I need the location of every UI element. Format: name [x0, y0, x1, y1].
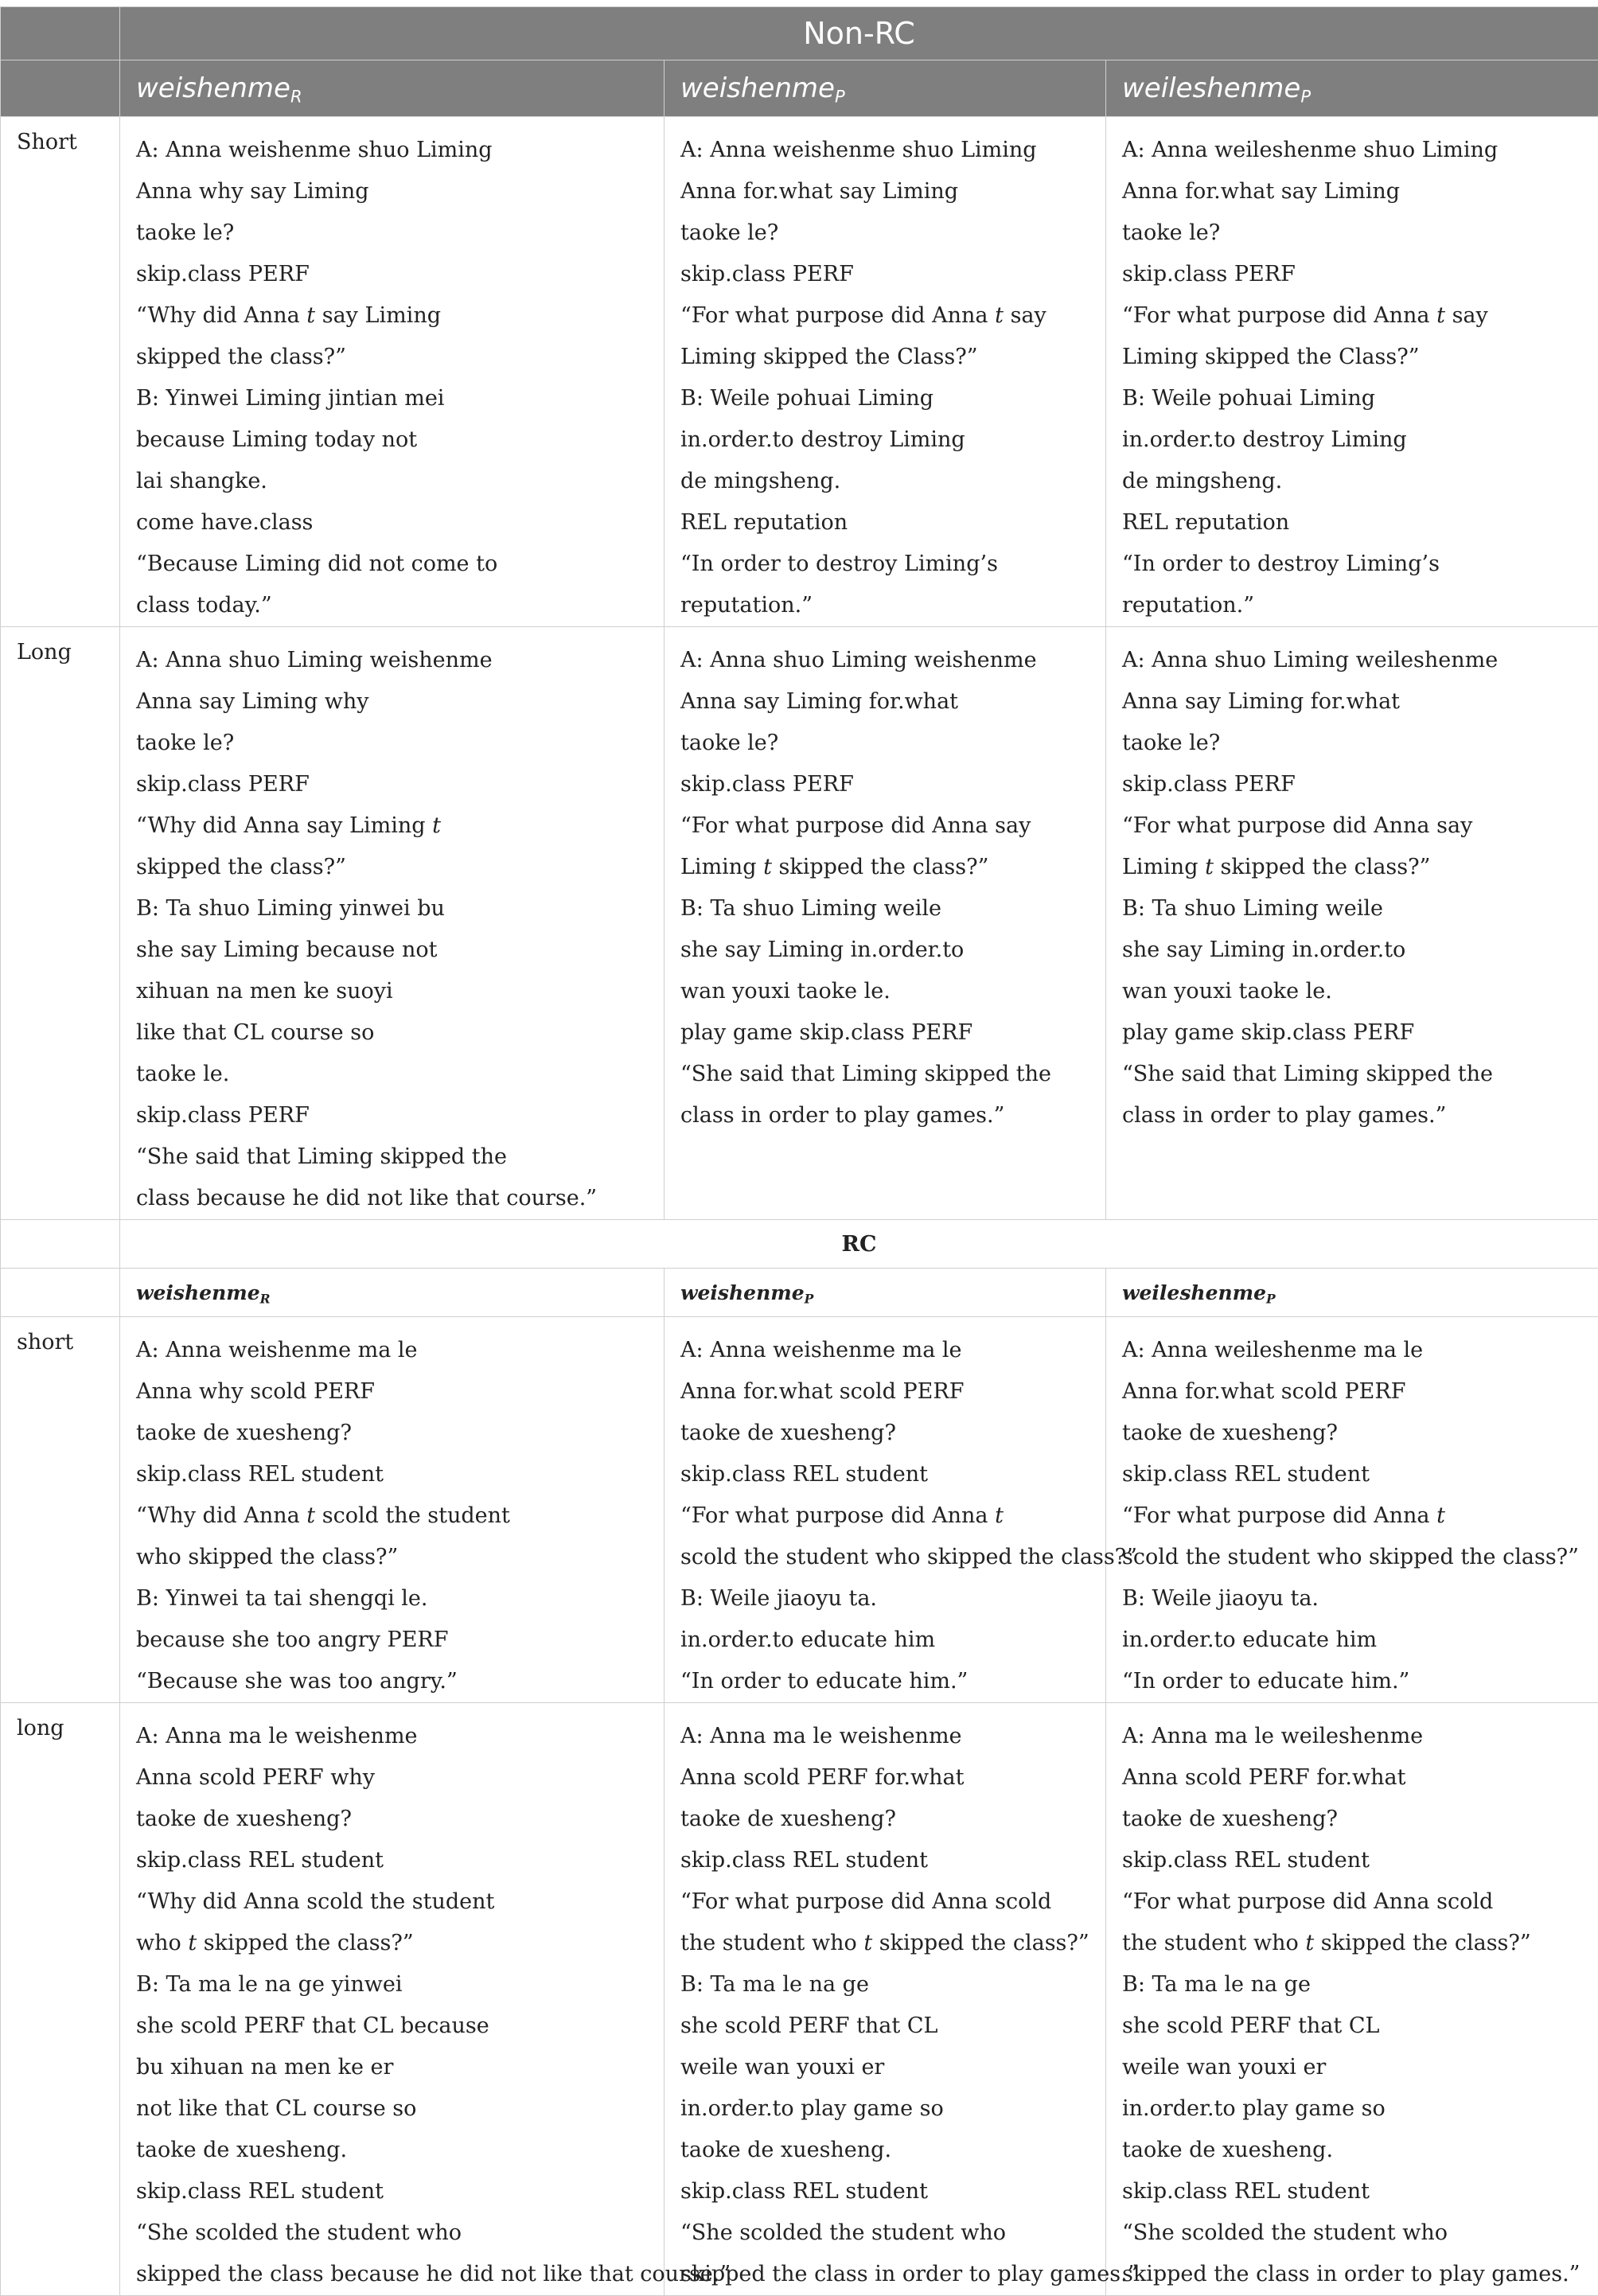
rc-title: RC	[120, 1220, 1598, 1269]
gloss-cell	[665, 1317, 1106, 1703]
gloss-line: B: Ta shuo Liming weile	[680, 888, 1089, 930]
trace-mark: t	[1436, 1503, 1445, 1528]
gloss-line: Liming t skipped the class?”	[1122, 847, 1582, 888]
gloss-line: “She said that Liming skipped the	[680, 1054, 1089, 1095]
gloss-line: skip.class REL student	[680, 2171, 1089, 2212]
gloss-line: “Why did Anna t scold the student	[136, 1495, 648, 1537]
gloss-line: “For what purpose did Anna t say	[1122, 295, 1582, 337]
gloss-line: “In order to destroy Liming’s	[1122, 544, 1582, 585]
column-header-sub: P	[835, 86, 845, 106]
gloss-line: because Liming today not	[136, 419, 648, 461]
trace-mark: t	[1305, 1931, 1314, 1955]
rc-section-header	[1, 1220, 1598, 1317]
gloss-line: because she too angry PERF	[136, 1620, 648, 1661]
gloss-line: B: Yinwei Liming jintian mei	[136, 378, 648, 419]
column-header-weileshenme-p	[1106, 60, 1598, 117]
gloss-line: in.order.to educate him	[1122, 1620, 1582, 1661]
rc-body	[1, 1317, 1598, 2296]
gloss-line: B: Ta ma le na ge	[680, 1964, 1089, 2006]
trace-mark: t	[995, 1503, 1004, 1528]
gloss-line: B: Ta shuo Liming yinwei bu	[136, 888, 648, 930]
gloss-table	[0, 6, 1598, 2296]
gloss-line: play game skip.class PERF	[1122, 1012, 1582, 1054]
gloss-line: REL reputation	[680, 502, 1089, 544]
gloss-line: skip.class PERF	[136, 254, 648, 295]
gloss-line: Anna scold PERF for.what	[1122, 1757, 1582, 1799]
gloss-line: skip.class REL student	[1122, 1454, 1582, 1495]
gloss-line: reputation.”	[1122, 585, 1582, 626]
trace-mark: t	[995, 303, 1004, 328]
row-label: Short	[1, 117, 120, 627]
gloss-line: B: Ta ma le na ge	[1122, 1964, 1582, 2006]
gloss-line: taoke de xuesheng.	[136, 2130, 648, 2171]
gloss-line: taoke de xuesheng?	[680, 1413, 1089, 1454]
gloss-line: class because he did not like that course.”	[136, 1178, 648, 1219]
gloss-line: taoke de xuesheng?	[136, 1413, 648, 1454]
gloss-line: de mingsheng.	[680, 461, 1089, 502]
gloss-line: A: Anna weileshenme shuo Liming	[1122, 130, 1582, 171]
gloss-line: reputation.”	[680, 585, 1089, 626]
non-rc-title-row	[1, 7, 1598, 60]
gloss-line: de mingsheng.	[1122, 461, 1582, 502]
gloss-cell	[120, 117, 665, 627]
gloss-line: the student who t skipped the class?”	[1122, 1923, 1582, 1964]
gloss-line: A: Anna ma le weishenme	[136, 1716, 648, 1757]
gloss-line: taoke le?	[1122, 212, 1582, 254]
trace-mark: t	[763, 855, 772, 879]
gloss-line: bu xihuan na men ke er	[136, 2047, 648, 2088]
gloss-line: “For what purpose did Anna t say	[680, 295, 1089, 337]
gloss-line: Liming skipped the Class?”	[1122, 337, 1582, 378]
gloss-line: A: Anna shuo Liming weishenme	[136, 640, 648, 681]
gloss-line: she scold PERF that CL	[680, 2006, 1089, 2047]
header-stub	[1, 7, 120, 60]
gloss-line: skip.class REL student	[680, 1840, 1089, 1881]
gloss-line: Anna for.what say Liming	[680, 171, 1089, 212]
column-header-base: weileshenme	[1122, 72, 1300, 104]
trace-mark: t	[1436, 303, 1445, 328]
gloss-line: B: Weile pohuai Liming	[1122, 378, 1582, 419]
trace-mark: t	[306, 1503, 315, 1528]
gloss-line: in.order.to play game so	[1122, 2088, 1582, 2130]
gloss-line: the student who t skipped the class?”	[680, 1923, 1089, 1964]
column-header-sub: P	[805, 1291, 814, 1306]
gloss-line: taoke le?	[680, 723, 1089, 764]
gloss-line: skipped the class in order to play games.”	[680, 2254, 1089, 2295]
column-header-base: weishenme	[136, 1281, 260, 1304]
gloss-line: she say Liming because not	[136, 930, 648, 971]
gloss-line: “Because Liming did not come to	[136, 544, 648, 585]
gloss-line: skip.class PERF	[680, 764, 1089, 805]
gloss-line: “Because she was too angry.”	[136, 1661, 648, 1702]
gloss-line: A: Anna ma le weishenme	[680, 1716, 1089, 1757]
gloss-line: Anna why scold PERF	[136, 1371, 648, 1413]
gloss-cell	[120, 627, 665, 1220]
gloss-line: wan youxi taoke le.	[680, 971, 1089, 1012]
gloss-line: “In order to destroy Liming’s	[680, 544, 1089, 585]
gloss-line: Anna for.what scold PERF	[1122, 1371, 1582, 1413]
column-header-base: weishenme	[136, 72, 290, 104]
gloss-line: Anna scold PERF why	[136, 1757, 648, 1799]
gloss-line: A: Anna weileshenme ma le	[1122, 1330, 1582, 1371]
gloss-line: “For what purpose did Anna t	[680, 1495, 1089, 1537]
gloss-line: B: Ta shuo Liming weile	[1122, 888, 1582, 930]
non-rc-column-header-row	[1, 60, 1598, 117]
gloss-line: in.order.to destroy Liming	[1122, 419, 1582, 461]
gloss-line: taoke le?	[136, 723, 648, 764]
gloss-line: “She said that Liming skipped the	[1122, 1054, 1582, 1095]
column-header-weishenme-r	[120, 60, 665, 117]
gloss-line: she scold PERF that CL	[1122, 2006, 1582, 2047]
gloss-line: skip.class PERF	[680, 254, 1089, 295]
gloss-line: she say Liming in.order.to	[680, 930, 1089, 971]
gloss-line: taoke le?	[680, 212, 1089, 254]
gloss-line: taoke le.	[136, 1054, 648, 1095]
gloss-line: lai shangke.	[136, 461, 648, 502]
column-header-sub: R	[290, 86, 302, 106]
gloss-line: “She said that Liming skipped the	[136, 1136, 648, 1178]
gloss-line: weile wan youxi er	[680, 2047, 1089, 2088]
gloss-line: Anna say Liming why	[136, 681, 648, 723]
gloss-line: not like that CL course so	[136, 2088, 648, 2130]
gloss-line: B: Weile jiaoyu ta.	[1122, 1578, 1582, 1620]
rc-title-stub	[1, 1220, 120, 1269]
gloss-line: “Why did Anna scold the student	[136, 1881, 648, 1923]
gloss-line: Anna scold PERF for.what	[680, 1757, 1089, 1799]
gloss-line: “In order to educate him.”	[1122, 1661, 1582, 1702]
gloss-line: Anna for.what scold PERF	[680, 1371, 1089, 1413]
gloss-line: “For what purpose did Anna say	[1122, 805, 1582, 847]
gloss-line: Anna for.what say Liming	[1122, 171, 1582, 212]
trace-mark: t	[1205, 855, 1214, 879]
gloss-line: skipped the class in order to play games.”	[1122, 2254, 1582, 2295]
gloss-line: Anna why say Liming	[136, 171, 648, 212]
gloss-line: “For what purpose did Anna t	[1122, 1495, 1582, 1537]
column-header-sub: R	[260, 1291, 271, 1306]
gloss-cell	[120, 1317, 665, 1703]
gloss-line: who t skipped the class?”	[136, 1923, 648, 1964]
gloss-line: play game skip.class PERF	[680, 1012, 1089, 1054]
gloss-line: skipped the class because he did not like that course.”	[136, 2254, 648, 2295]
gloss-line: xihuan na men ke suoyi	[136, 971, 648, 1012]
column-header-base: weishenme	[680, 1281, 805, 1304]
header-stub	[1, 60, 120, 117]
rc-column-header-row	[1, 1269, 1598, 1317]
gloss-line: “For what purpose did Anna scold	[1122, 1881, 1582, 1923]
gloss-row	[1, 1317, 1598, 1703]
gloss-line: “In order to educate him.”	[680, 1661, 1089, 1702]
gloss-line: come have.class	[136, 502, 648, 544]
gloss-line: taoke de xuesheng?	[136, 1799, 648, 1840]
gloss-line: class in order to play games.”	[1122, 1095, 1582, 1136]
gloss-line: who skipped the class?”	[136, 1537, 648, 1578]
gloss-line: class today.”	[136, 585, 648, 626]
gloss-line: she say Liming in.order.to	[1122, 930, 1582, 971]
gloss-line: like that CL course so	[136, 1012, 648, 1054]
gloss-line: REL reputation	[1122, 502, 1582, 544]
rc-column-header-weishenme-p	[665, 1269, 1106, 1317]
gloss-line: scold the student who skipped the class?”	[680, 1537, 1089, 1578]
gloss-line: A: Anna weishenme shuo Liming	[136, 130, 648, 171]
gloss-line: taoke de xuesheng?	[680, 1799, 1089, 1840]
gloss-line: skip.class PERF	[1122, 764, 1582, 805]
gloss-line: skipped the class?”	[136, 337, 648, 378]
gloss-line: she scold PERF that CL because	[136, 2006, 648, 2047]
gloss-line: skip.class PERF	[1122, 254, 1582, 295]
trace-mark: t	[432, 813, 441, 838]
gloss-line: in.order.to educate him	[680, 1620, 1089, 1661]
gloss-cell	[1106, 117, 1598, 627]
row-label: long	[1, 1703, 120, 2296]
trace-mark: t	[863, 1931, 872, 1955]
trace-mark: t	[306, 303, 315, 328]
gloss-line: taoke de xuesheng?	[1122, 1413, 1582, 1454]
gloss-line: skip.class PERF	[136, 764, 648, 805]
gloss-line: skipped the class?”	[136, 847, 648, 888]
rc-title-row	[1, 1220, 1598, 1269]
gloss-line: taoke le?	[1122, 723, 1582, 764]
gloss-line: “For what purpose did Anna scold	[680, 1881, 1089, 1923]
gloss-cell	[665, 627, 1106, 1220]
column-header-sub: P	[1300, 86, 1311, 106]
gloss-line: taoke de xuesheng?	[1122, 1799, 1582, 1840]
gloss-line: “Why did Anna t say Liming	[136, 295, 648, 337]
non-rc-body	[1, 117, 1598, 1220]
gloss-cell	[120, 1703, 665, 2296]
gloss-row	[1, 1703, 1598, 2296]
gloss-line: “She scolded the student who	[1122, 2212, 1582, 2254]
gloss-cell	[1106, 1703, 1598, 2296]
gloss-line: taoke de xuesheng.	[680, 2130, 1089, 2171]
gloss-line: A: Anna weishenme shuo Liming	[680, 130, 1089, 171]
gloss-line: in.order.to play game so	[680, 2088, 1089, 2130]
gloss-line: B: Weile jiaoyu ta.	[680, 1578, 1089, 1620]
gloss-line: “Why did Anna say Liming t	[136, 805, 648, 847]
gloss-cell	[665, 1703, 1106, 2296]
gloss-line: in.order.to destroy Liming	[680, 419, 1089, 461]
gloss-line: skip.class REL student	[136, 1454, 648, 1495]
gloss-line: skip.class REL student	[680, 1454, 1089, 1495]
gloss-line: class in order to play games.”	[680, 1095, 1089, 1136]
gloss-line: A: Anna shuo Liming weishenme	[680, 640, 1089, 681]
column-header-base: weileshenme	[1122, 1281, 1266, 1304]
gloss-line: Anna say Liming for.what	[680, 681, 1089, 723]
gloss-line: A: Anna weishenme ma le	[136, 1330, 648, 1371]
gloss-line: skip.class REL student	[136, 2171, 648, 2212]
gloss-line: scold the student who skipped the class?”	[1122, 1537, 1582, 1578]
rc-column-header-weileshenme-p	[1106, 1269, 1598, 1317]
gloss-line: skip.class PERF	[136, 1095, 648, 1136]
column-header-weishenme-p	[665, 60, 1106, 117]
gloss-row	[1, 117, 1598, 627]
gloss-line: “She scolded the student who	[680, 2212, 1089, 2254]
row-label: Long	[1, 627, 120, 1220]
gloss-line: skip.class REL student	[1122, 1840, 1582, 1881]
gloss-line: Liming skipped the Class?”	[680, 337, 1089, 378]
gloss-line: skip.class REL student	[1122, 2171, 1582, 2212]
gloss-line: A: Anna shuo Liming weileshenme	[1122, 640, 1582, 681]
column-header-base: weishenme	[680, 72, 835, 104]
gloss-line: “She scolded the student who	[136, 2212, 648, 2254]
gloss-line: wan youxi taoke le.	[1122, 971, 1582, 1012]
gloss-cell	[1106, 627, 1598, 1220]
gloss-line: taoke de xuesheng.	[1122, 2130, 1582, 2171]
non-rc-title: Non-RC	[120, 7, 1598, 60]
gloss-cell	[665, 117, 1106, 627]
gloss-row	[1, 627, 1598, 1220]
gloss-line: A: Anna ma le weileshenme	[1122, 1716, 1582, 1757]
gloss-line: B: Yinwei ta tai shengqi le.	[136, 1578, 648, 1620]
trace-mark: t	[188, 1931, 197, 1955]
gloss-line: B: Ta ma le na ge yinwei	[136, 1964, 648, 2006]
gloss-line: taoke le?	[136, 212, 648, 254]
row-label: short	[1, 1317, 120, 1703]
gloss-line: B: Weile pohuai Liming	[680, 378, 1089, 419]
gloss-line: Liming t skipped the class?”	[680, 847, 1089, 888]
gloss-line: Anna say Liming for.what	[1122, 681, 1582, 723]
gloss-line: “For what purpose did Anna say	[680, 805, 1089, 847]
column-header-sub: P	[1266, 1291, 1276, 1306]
gloss-line: skip.class REL student	[136, 1840, 648, 1881]
gloss-cell	[1106, 1317, 1598, 1703]
rc-column-header-weishenme-r	[120, 1269, 665, 1317]
rc-subheader-stub	[1, 1269, 120, 1317]
gloss-line: A: Anna weishenme ma le	[680, 1330, 1089, 1371]
gloss-line: weile wan youxi er	[1122, 2047, 1582, 2088]
